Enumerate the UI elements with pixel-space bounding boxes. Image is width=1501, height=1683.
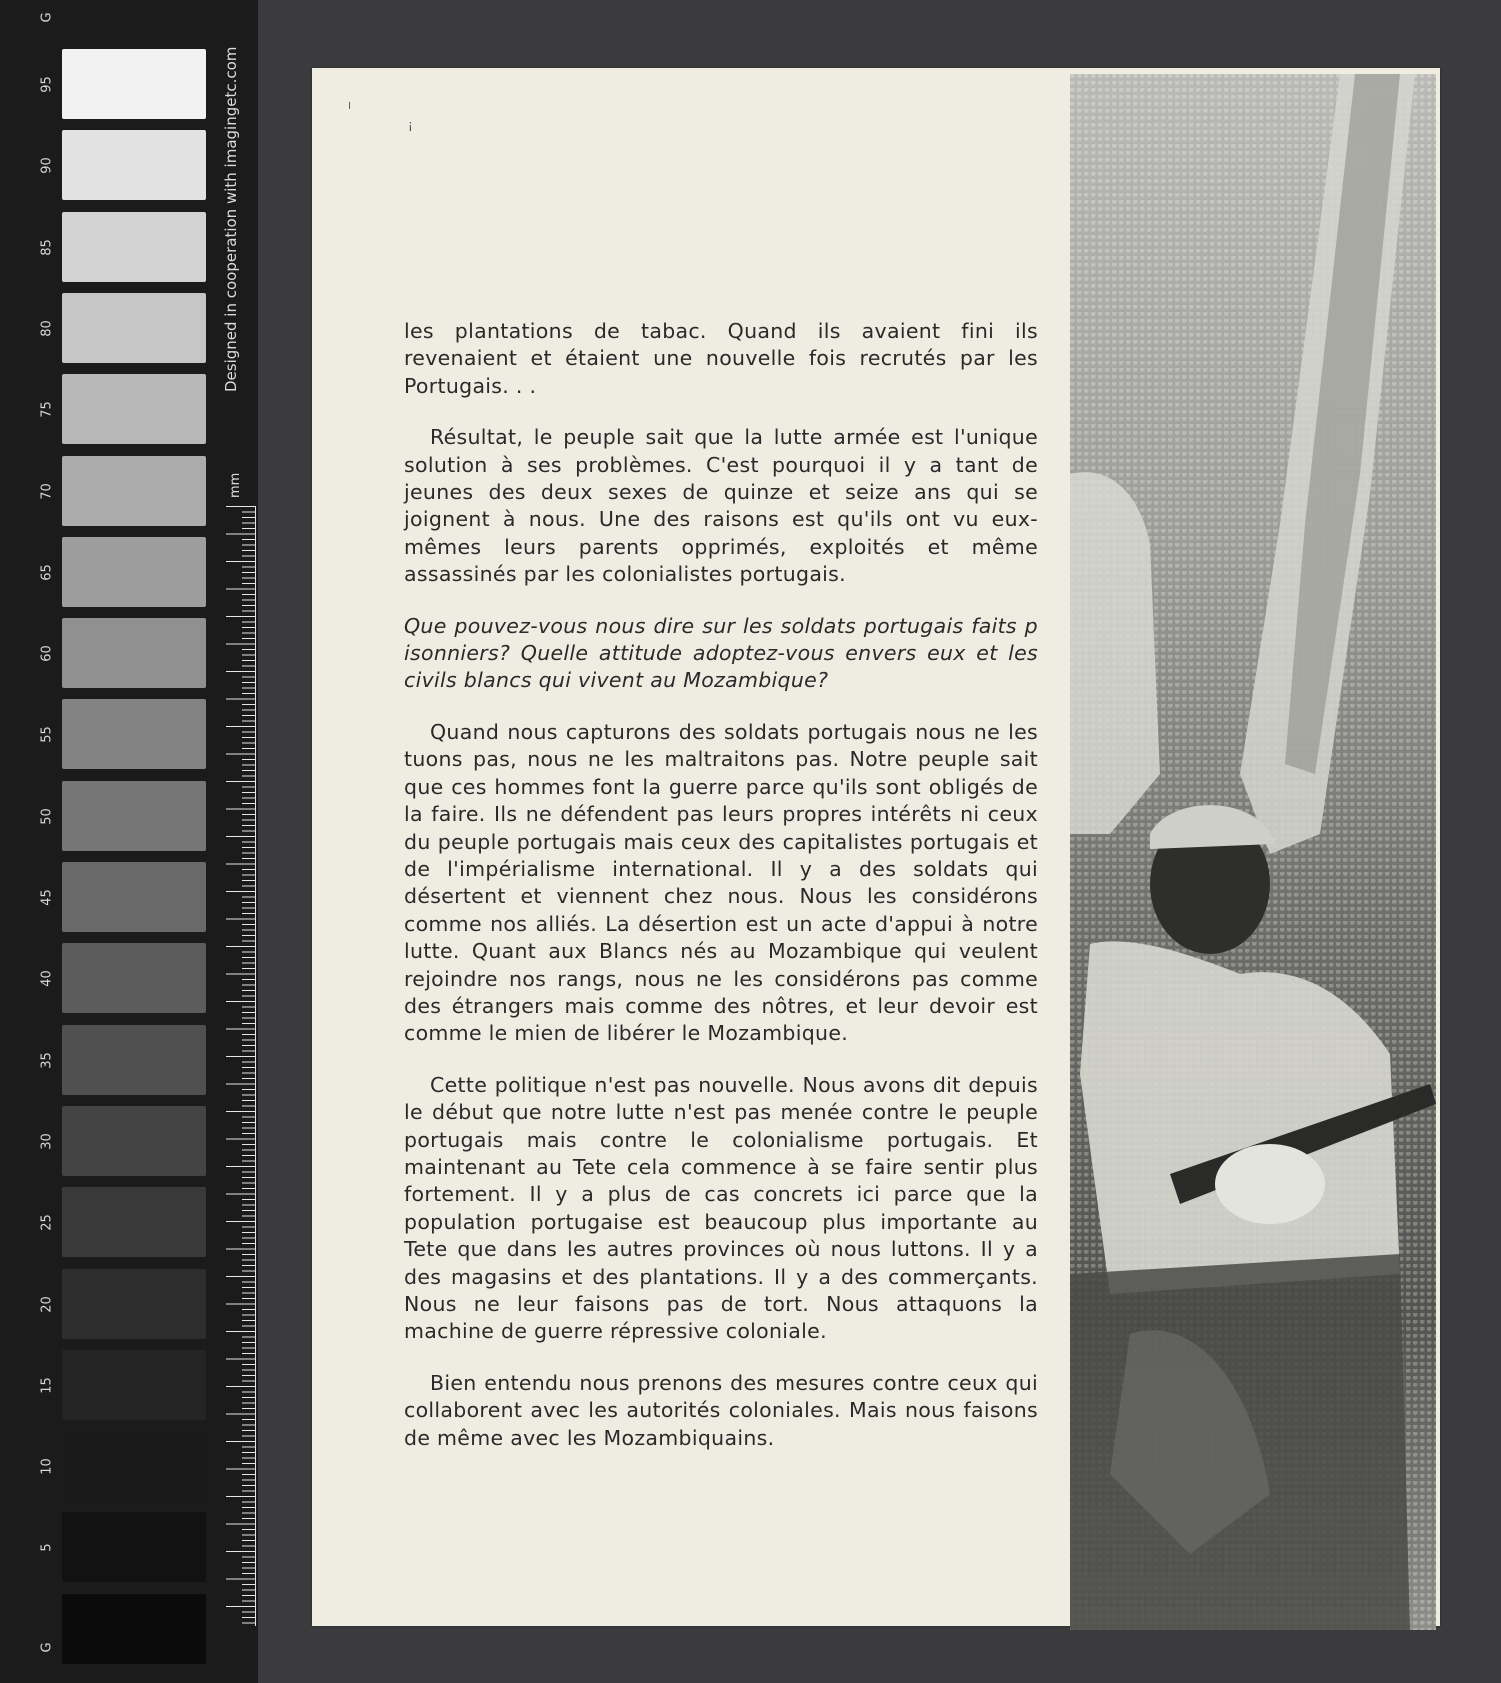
scan-mark: ¡ bbox=[408, 118, 413, 132]
gray-patch-label: 95 bbox=[39, 76, 55, 93]
article-paragraph: Cette politique n'est pas nouvelle. Nous avons dit depuis le début que notre lutte n'est pas menée contre le peuple portugais mais contre le colonialisme portugais. Et maintenant au Tete cela commence à se faire sentir plus fortement. Il y a plus de cas concrets ici parce que la population portugaise est beaucoup plus importante au Tete que dans les autres provinces où nous luttons. Il y a des magasins et des plantations. Il y a des commerçants. Nous ne leur faisons pas de tort. Nous attaquons la machine de guerre répressive coloniale. bbox=[404, 1072, 1038, 1344]
gray-patch bbox=[62, 618, 206, 688]
gray-patch bbox=[62, 1187, 206, 1257]
gray-patch bbox=[62, 781, 206, 851]
gray-patch bbox=[62, 1431, 206, 1501]
gray-patch bbox=[62, 130, 206, 200]
gray-patch-label: 5 bbox=[39, 1543, 55, 1553]
gray-patch bbox=[62, 943, 206, 1013]
gray-patch-label: 55 bbox=[39, 726, 55, 744]
gray-patch-label: 75 bbox=[39, 401, 55, 418]
gray-patch bbox=[62, 699, 206, 769]
photo-illustration bbox=[1070, 74, 1436, 1630]
gray-patch-label: 90 bbox=[39, 157, 55, 175]
gray-patch-label: G bbox=[39, 12, 55, 23]
ruler-edge bbox=[255, 506, 256, 1626]
gray-patch bbox=[62, 862, 206, 932]
article-paragraph: Résultat, le peuple sait que la lutte armée est l'unique solution à ses problèmes. C'est pourquoi il y a tant de jeunes des deux sexes de quinze et seize ans qui se joignent à nous. Une des raisons est qu'ils ont vu eux-mêmes leurs parents opprimés, exploités et même assassinés par les colonialistes portugais. bbox=[404, 425, 1038, 587]
gray-patch-label: 15 bbox=[39, 1377, 55, 1394]
gray-patch-label: G bbox=[39, 1642, 55, 1653]
gray-patch-label: 50 bbox=[39, 807, 55, 825]
gray-patch-label: 65 bbox=[39, 564, 55, 581]
gray-patch-label: 40 bbox=[39, 970, 55, 988]
gray-patch bbox=[62, 1594, 206, 1664]
article-text-column bbox=[404, 318, 1038, 1476]
article-paragraph: Quand nous capturons des soldats portugais nous ne les tuons pas, nous ne les maltraitons pas. Notre peuple sait que ces hommes font la guerre parce qu'ils sont obligés de la faire. Ils ne défendent pas leurs propres intérêts ni ceux du peuple portugais mais ceux des capitalistes portugais et de l'impérialisme international. Il y a des soldats qui désertent et viennent chez nous. Nous les considérons comme nos alliés. La désertion est un acte d'appui à notre lutte. Quant aux Blancs nés au Mozambique qui veulent rejoindre nos rangs, nous ne les considérons pas comme des étrangers mais comme des nôtres, et leur devoir est comme le mien de libérer le Mozambique. bbox=[404, 719, 1038, 1046]
gray-patch bbox=[62, 1106, 206, 1176]
ruler-unit-label: mm bbox=[228, 472, 243, 498]
guerrilla-photo bbox=[1070, 74, 1436, 1630]
gray-patch bbox=[62, 456, 206, 526]
gray-patch bbox=[62, 374, 206, 444]
gray-patch-label: 45 bbox=[39, 889, 55, 906]
interview-question: Que pouvez-vous nous dire sur les soldats portugais faits p isonniers? Quelle attitude adoptez-vous envers eux et les civils blancs qui vivent au Mozambique? bbox=[404, 613, 1038, 693]
gray-patch bbox=[62, 537, 206, 607]
gray-patch-label: 20 bbox=[39, 1295, 55, 1313]
scan-mark: ╵ bbox=[346, 102, 354, 116]
calibration-brand-label: Designed in cooperation with imagingetc.com bbox=[222, 46, 240, 392]
color-calibration-strip bbox=[0, 0, 258, 1683]
gray-patch bbox=[62, 1025, 206, 1095]
gray-patch bbox=[62, 0, 206, 36]
gray-patch-label: 85 bbox=[39, 238, 55, 256]
article-paragraph: les plantations de tabac. Quand ils avaient fini ils revenaient et étaient une nouvelle fois recrutés par les Portugais. . . bbox=[404, 319, 1038, 398]
article-paragraph: Bien entendu nous prenons des mesures contre ceux qui collaborent avec les autorités coloniales. Mais nous faisons de même avec les Mozambiquains. bbox=[404, 1370, 1038, 1450]
gray-patch-label: 70 bbox=[39, 482, 55, 500]
gray-patch bbox=[62, 1269, 206, 1339]
gray-patch bbox=[62, 212, 206, 282]
gray-patch-label: 60 bbox=[39, 645, 55, 662]
gray-patch-label: 35 bbox=[39, 1051, 55, 1069]
gray-patch bbox=[62, 1512, 206, 1582]
gray-patch-label: 10 bbox=[39, 1458, 55, 1475]
gray-patch-label: 80 bbox=[39, 320, 55, 337]
millimeter-ruler bbox=[226, 506, 256, 1626]
gray-patch bbox=[62, 1350, 206, 1420]
gray-patch bbox=[62, 49, 206, 119]
gray-patch-label: 30 bbox=[39, 1133, 55, 1150]
gray-patch bbox=[62, 293, 206, 363]
gray-patch-label: 25 bbox=[39, 1214, 55, 1231]
